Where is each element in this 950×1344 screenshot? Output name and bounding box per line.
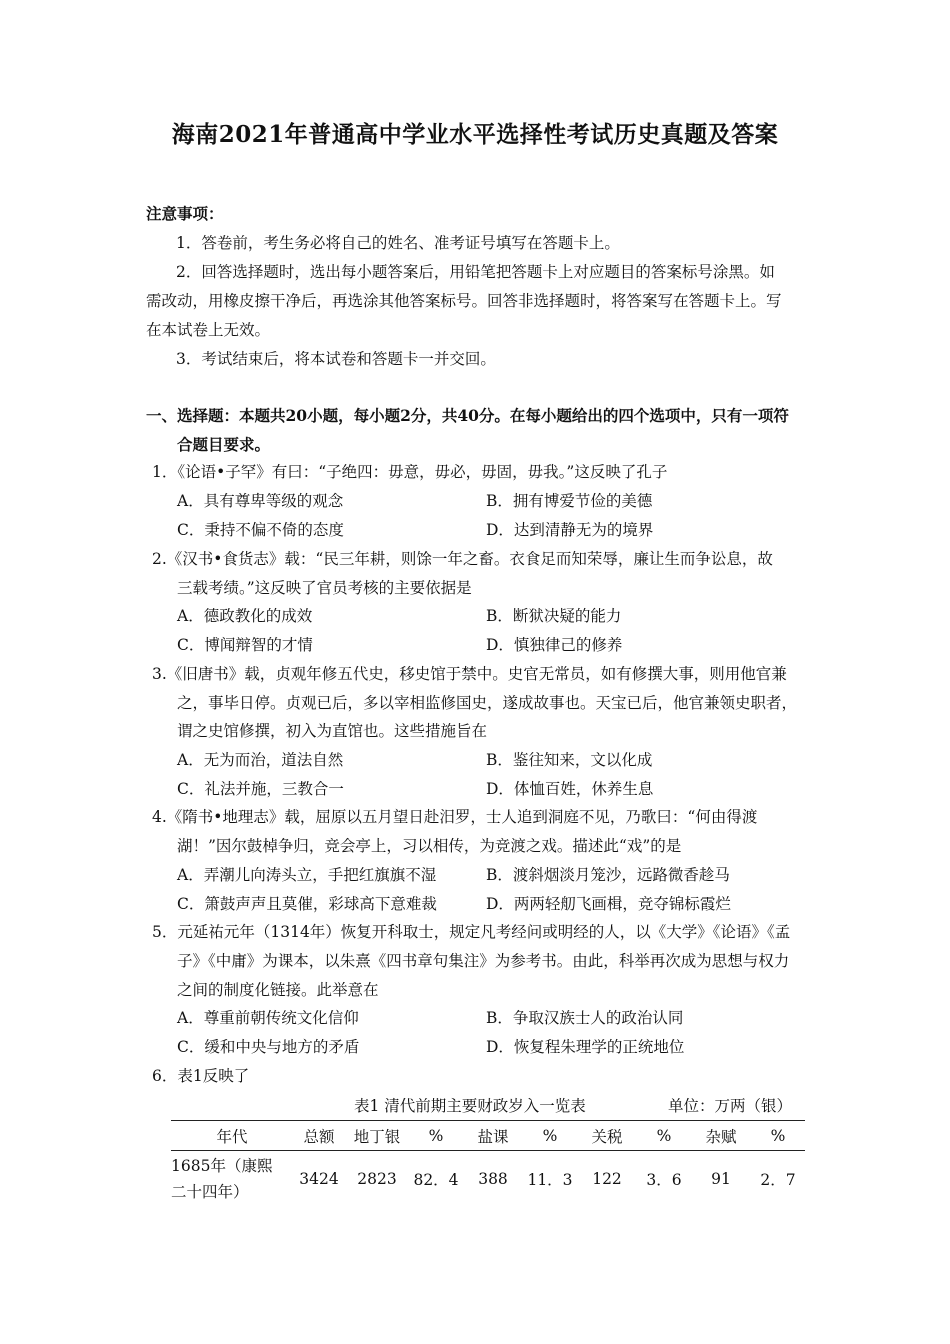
notice-item-3: 3．考试结束后，将本试卷和答题卡一并交回。 — [176, 350, 496, 368]
option-c: C．秉持不偏不倚的态度 — [177, 521, 344, 539]
table-caption: 表1 清代前期主要财政岁入一览表 — [354, 1097, 586, 1115]
option-d: D．体恤百姓，休养生息 — [486, 780, 654, 798]
notice-item-1: 1．答卷前，考生务必将自己的姓名、准考证号填写在答题卡上。 — [176, 234, 620, 252]
question-stem-line: 湖！”因尔鼓棹争归，竞会亭上，习以相传，为竞渡之戏。描述此“戏”的是 — [177, 837, 682, 855]
notice-heading: 注意事项： — [146, 204, 224, 223]
question-stem-line: 三载考绩。”这反映了官员考核的主要依据是 — [177, 579, 472, 597]
notice-item-2-line-1: 2．回答选择题时，选出每小题答案后，用铅笔把答题卡上对应题目的答案标号涂黑。如 — [176, 263, 775, 281]
question-stem-line: 谓之史馆修撰，初入为直馆也。这些措施旨在 — [177, 722, 488, 740]
option-b: B．断狱决疑的能力 — [486, 607, 622, 625]
option-a: A．无为而治，道法自然 — [177, 751, 344, 769]
option-d: D．慎独律己的修养 — [486, 636, 623, 654]
notice-item-2-line-2: 需改动，用橡皮擦干净后，再选涂其他答案标号。回答非选择题时，将答案写在答题卡上。写 — [146, 292, 782, 310]
header-cell: 年代 — [171, 1121, 293, 1151]
header-cell: % — [409, 1121, 463, 1151]
page-title: 海南2021年普通高中学业水平选择性考试历史真题及答案 — [171, 121, 779, 148]
option-d: D．恢复程朱理学的正统地位 — [486, 1038, 685, 1056]
option-b: B．争取汉族士人的政治认同 — [486, 1009, 684, 1027]
option-c: C．缓和中央与地方的矛盾 — [177, 1038, 360, 1056]
option-b: B．拥有博爱节俭的美德 — [486, 492, 653, 510]
section-heading-line-2: 合题目要求。 — [177, 435, 271, 454]
option-b: B．鉴往知来，文以化成 — [486, 751, 653, 769]
question-stem-line: 之间的制度化链接。此举意在 — [177, 981, 379, 999]
option-d: D．两两轻舠飞画楫，竞夺锦标霞烂 — [486, 895, 731, 913]
header-cell: 盐课 — [463, 1121, 523, 1151]
option-b: B．渡斜烟淡月笼沙，远路微香趁马 — [486, 866, 730, 884]
diding-cell: 2823 — [357, 1169, 397, 1188]
option-c: C．博闻辩智的才情 — [177, 636, 313, 654]
section-heading-line-1: 一、选择题：本题共20小题，每小题2分，共40分。在每小题给出的四个选项中，只有一项符 — [146, 406, 789, 425]
header-cell: % — [751, 1121, 805, 1151]
question-stem-line: 4.《隋书•地理志》载，屈原以五月望日赴汨罗，士人追到洞庭不见，乃歌曰：“何由得渡 — [152, 808, 758, 826]
question-stem-line: 6．表1反映了 — [152, 1067, 250, 1085]
question-stem-line: 3.《旧唐书》载，贞观年修五代史，移史馆于禁中。史官无常员，如有修撰大事，则用他官兼 — [152, 665, 787, 683]
header-cell: % — [637, 1121, 691, 1151]
question-stem-line: 之，事毕日停。贞观已后，多以宰相监修国史，遂成故事也。天宝已后，他官兼领史职者， — [177, 694, 798, 712]
option-a: A．德政教化的成效 — [177, 607, 313, 625]
salt-pct-cell: 11．3 — [527, 1170, 573, 1189]
total-cell: 3424 — [299, 1169, 339, 1188]
table-header-row — [171, 1121, 805, 1151]
header-cell: % — [523, 1121, 577, 1151]
question-stem-line: 1．《论语•子罕》有曰：“子绝四：毋意，毋必，毋固，毋我。”这反映了孔子 — [152, 463, 668, 481]
year-line-2: 二十四年） — [171, 1182, 249, 1201]
fiscal-revenue-table — [171, 1120, 805, 1207]
option-a: A．具有尊卑等级的观念 — [177, 492, 344, 510]
question-stem-line: 5．元延祐元年（1314年）恢复开科取士，规定凡考经问或明经的人，以《大学》《论语》《孟 — [152, 923, 791, 941]
table-row — [171, 1151, 805, 1207]
misc-cell: 91 — [711, 1169, 731, 1188]
option-a: A．尊重前朝传统文化信仰 — [177, 1009, 359, 1027]
header-cell: 杂赋 — [691, 1121, 751, 1151]
option-d: D．达到清静无为的境界 — [486, 521, 654, 539]
year-cell — [171, 1151, 293, 1207]
header-cell: 关税 — [577, 1121, 637, 1151]
table-unit: 单位：万两（银） — [668, 1097, 793, 1115]
customs-cell: 122 — [592, 1169, 622, 1188]
question-stem-line: 2.《汉书•食货志》载：“民三年耕，则馀一年之畜。衣食足而知荣辱，廉让生而争讼息，故 — [152, 550, 773, 568]
year-line-1: 1685年（康熙 — [171, 1156, 273, 1175]
header-cell: 总额 — [293, 1121, 345, 1151]
diding-pct-cell: 82．4 — [413, 1170, 459, 1189]
header-cell: 地丁银 — [345, 1121, 409, 1151]
question-stem-line: 子》《中庸》为课本，以朱熹《四书章句集注》为参考书。由此，科举再次成为思想与权力 — [177, 952, 790, 970]
option-c: C．礼法并施，三教合一 — [177, 780, 344, 798]
option-c: C．箫鼓声声且莫催，彩球高下意难裁 — [177, 895, 437, 913]
option-a: A．弄潮儿向涛头立，手把红旗旗不湿 — [177, 866, 437, 884]
notice-item-2-line-3: 在本试卷上无效。 — [146, 321, 271, 339]
misc-pct-cell: 2．7 — [760, 1170, 796, 1189]
salt-cell: 388 — [478, 1169, 508, 1188]
customs-pct-cell: 3．6 — [646, 1170, 682, 1189]
